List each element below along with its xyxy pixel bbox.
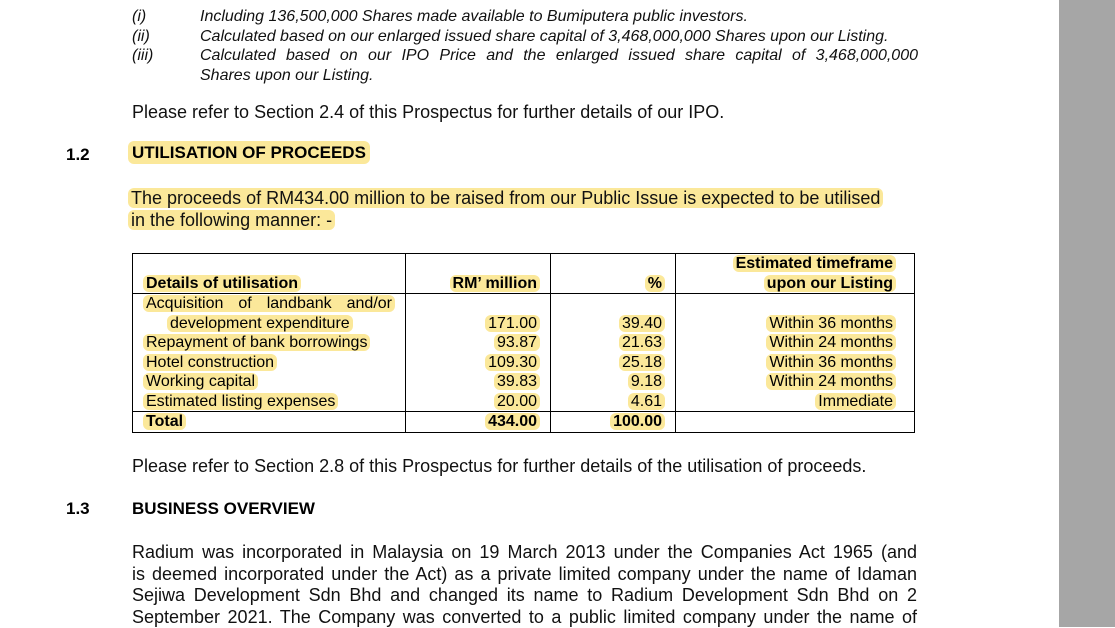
row-timeframe-value: Within 24 months	[766, 373, 896, 390]
row-details-text: Hotel construction	[143, 354, 277, 371]
row-timeframe	[676, 294, 915, 334]
row-rm	[406, 353, 551, 373]
row-details-line1: Acquisition of landbank and/or	[143, 295, 395, 312]
table-row	[133, 353, 915, 373]
row-rm	[406, 333, 551, 353]
row-rm-value: 39.83	[494, 373, 540, 390]
header-details-text: Details of utilisation	[143, 275, 301, 292]
row-pct	[551, 333, 676, 353]
total-label	[133, 412, 406, 433]
header-timeframe-line2: upon our Listing	[764, 275, 896, 292]
table-row	[133, 294, 915, 334]
row-details-text: Estimated listing expenses	[143, 393, 338, 410]
header-rm-text: RM’ million	[450, 275, 540, 292]
row-details	[133, 353, 406, 373]
refer-ipo-paragraph: Please refer to Section 2.4 of this Prospectus for further details of our IPO.	[132, 101, 724, 123]
row-pct-value: 9.18	[628, 373, 665, 390]
footnote-text: Including 136,500,000 Shares made available to Bumiputera public investors.	[200, 7, 918, 26]
table-row	[133, 372, 915, 392]
row-pct-value: 4.61	[628, 393, 665, 410]
business-line: Sejiwa Development Sdn Bhd and changed its name to Radium Development Sdn Bhd on 2	[132, 585, 917, 607]
header-timeframe	[676, 254, 915, 294]
header-rm	[406, 254, 551, 294]
header-timeframe-line1: Estimated timeframe	[733, 255, 896, 272]
row-timeframe-value: Within 36 months	[766, 315, 896, 332]
proceeds-paragraph	[128, 187, 883, 231]
header-pct	[551, 254, 676, 294]
table-row	[133, 333, 915, 353]
total-rm-value: 434.00	[485, 413, 540, 430]
row-pct	[551, 294, 676, 334]
header-details	[133, 254, 406, 294]
row-rm-value: 93.87	[494, 334, 540, 351]
row-timeframe	[676, 333, 915, 353]
total-pct	[551, 412, 676, 433]
row-rm	[406, 372, 551, 392]
section-title-text: UTILISATION OF PROCEEDS	[128, 141, 370, 164]
vertical-scrollbar[interactable]	[1059, 0, 1115, 627]
total-rm	[406, 412, 551, 433]
footnote-number: (ii)	[132, 27, 150, 46]
refer-utilisation-paragraph: Please refer to Section 2.8 of this Prospectus for further details of the utilisation of proceeds.	[132, 455, 866, 477]
business-line: September 2021. The Company was converted to a public limited company under the name of	[132, 607, 917, 628]
table-total-row	[133, 412, 915, 433]
row-details	[133, 294, 406, 334]
row-pct	[551, 372, 676, 392]
row-rm-value: 171.00	[485, 315, 540, 332]
total-pct-value: 100.00	[610, 413, 665, 430]
row-timeframe-value: Immediate	[815, 393, 896, 410]
row-details-text: Repayment of bank borrowings	[143, 334, 370, 351]
row-details-line2: development expenditure	[167, 315, 353, 332]
row-pct-value: 39.40	[619, 315, 665, 332]
row-rm-value: 20.00	[494, 393, 540, 410]
business-line: Radium was incorporated in Malaysia on 19 March 2013 under the Companies Act 1965 (and	[132, 542, 917, 564]
footnote-number: (iii)	[132, 46, 153, 65]
footnote-number: (i)	[132, 7, 146, 26]
row-details	[133, 372, 406, 392]
section-number: 1.2	[66, 145, 90, 165]
proceeds-line-2: in the following manner: -	[128, 210, 335, 230]
row-pct	[551, 353, 676, 373]
total-timeframe	[676, 412, 915, 433]
row-pct-value: 25.18	[619, 354, 665, 371]
row-rm	[406, 294, 551, 334]
row-details	[133, 392, 406, 412]
header-pct-text: %	[645, 275, 665, 292]
section-title: BUSINESS OVERVIEW	[132, 499, 315, 519]
row-pct	[551, 392, 676, 412]
table-header-row	[133, 254, 915, 294]
row-rm-value: 109.30	[485, 354, 540, 371]
footnote-text-line1: Calculated based on our IPO Price and the enlarged issued share capital of 3,468,000,000	[200, 46, 918, 65]
utilisation-table	[132, 253, 915, 433]
row-rm	[406, 392, 551, 412]
footnote-text: Calculated based on our enlarged issued share capital of 3,468,000,000 Shares upon our Listing.	[200, 27, 918, 46]
footnote-text-line2: Shares upon our Listing.	[200, 66, 918, 85]
row-details	[133, 333, 406, 353]
section-number: 1.3	[66, 499, 90, 519]
row-timeframe	[676, 372, 915, 392]
row-timeframe-value: Within 36 months	[766, 354, 896, 371]
proceeds-line-1: The proceeds of RM434.00 million to be raised from our Public Issue is expected to be utilised	[128, 188, 883, 208]
row-timeframe-value: Within 24 months	[766, 334, 896, 351]
business-line: is deemed incorporated under the Act) as a private limited company under the name of Idaman	[132, 564, 917, 586]
row-pct-value: 21.63	[619, 334, 665, 351]
row-details-text: Working capital	[143, 373, 258, 390]
total-label-text: Total	[143, 413, 186, 430]
table-row	[133, 392, 915, 412]
business-overview-paragraph	[132, 542, 917, 628]
row-timeframe	[676, 353, 915, 373]
section-title	[128, 143, 370, 163]
row-timeframe	[676, 392, 915, 412]
